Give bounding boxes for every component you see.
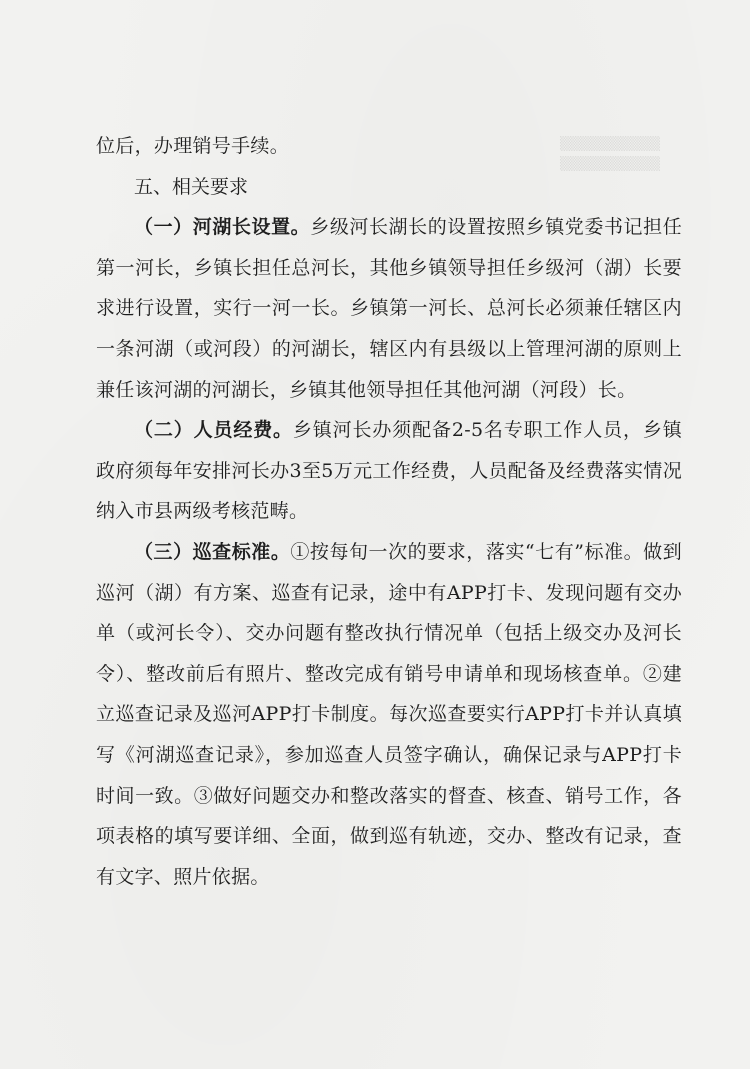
subheading-personnel-funding: （二）人员经费。 <box>134 419 293 442</box>
paragraph-text-river-lake-chief-setup: 乡级河长湖长的设置按照乡镇党委书记担任第一河长，乡镇长担任总河长，其他乡镇领导担任乡级河（湖）长要求进行设置，实行一河一长。乡镇第一河长、总河长必须兼任辖区内一条河湖（或河段）的河湖长，辖区内有县级以上管理河湖的原则上兼任该河湖的河湖长，乡镇其他领导担任其他河湖（河段）长。 <box>96 216 682 401</box>
paragraph-text-personnel-funding: 乡镇河长办须配备2-5名专职工作人员，乡镇政府须每年安排河长办3至5万元工作经费，人员配备及经费落实情况纳入市县两级考核范畴。 <box>96 419 682 523</box>
paragraph-inspection-standards <box>96 532 682 897</box>
section-heading: 五、相关要求 <box>134 175 249 198</box>
document-body <box>96 126 682 897</box>
paragraph-personnel-funding <box>96 410 682 532</box>
paragraph-river-lake-chief-setup <box>96 207 682 410</box>
subheading-river-lake-chief-setup: （一）河湖长设置。 <box>134 216 311 239</box>
intro-line: 位后，办理销号手续。 <box>96 135 290 157</box>
bleed-through-texture: ▒▒▒▒▒▒▒▒▒▒ ▒▒▒▒▒▒▒▒▒▒ <box>560 137 660 172</box>
subheading-inspection-standards: （三）巡查标准。 <box>134 540 291 563</box>
paragraph-text-inspection-standards: ①按每旬一次的要求，落实“七有”标准。做到巡河（湖）有方案、巡查有记录，途中有APP打卡、发现问题有交办单（或河长令）、交办问题有整改执行情况单（包括上级交办及河长令）、整改前后有照片、整改完成有销号申请单和现场核查单。②建立巡查记录及巡河APP打卡制度。每次巡查要实行APP打卡并认真填写《河湖巡查记录》，参加巡查人员签字确认，确保记录与APP打卡时间一致。③做好问题交办和整改落实的督查、核查、销号工作，各项表格的填写要详细、全面，做到巡有轨迹，交办、整改有记录，查有文字、照片依据。 <box>96 540 683 888</box>
